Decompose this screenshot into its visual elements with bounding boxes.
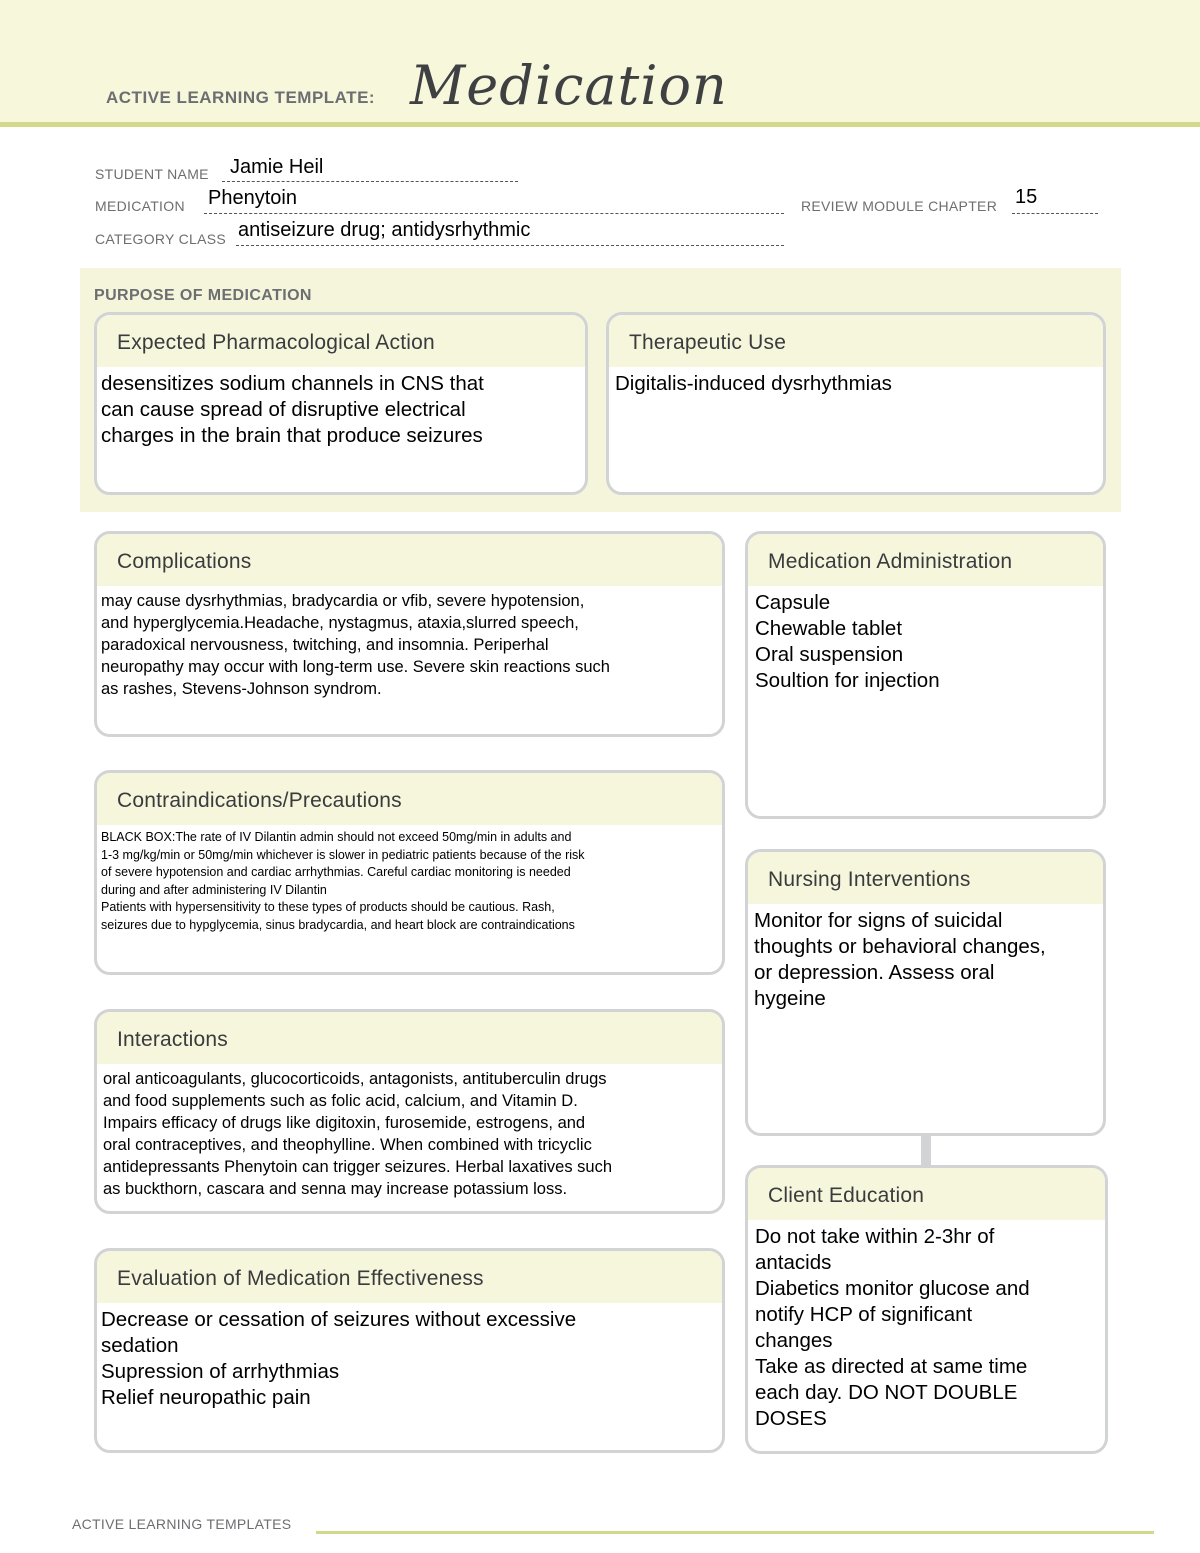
medication-label: MEDICATION bbox=[95, 198, 185, 214]
client-education-body: Do not take within 2-3hr of antacids Diabetics monitor glucose and notify HCP of significant changes Take as directed at same time each day. DO NOT DOUBLE DOSES bbox=[755, 1225, 1030, 1430]
purpose-title: PURPOSE OF MEDICATION bbox=[94, 287, 312, 304]
footer-label: ACTIVE LEARNING TEMPLATES bbox=[72, 1516, 292, 1532]
complications-body: may cause dysrhythmias, bradycardia or vfib, severe hypotension, and hyperglycemia.Headache, nystagmus, ataxia,slurred speech, paradoxical nervousness, twitching, and insomnia. Periperhal neuropathy may occur with long-term use. Severe skin reactions such as rashes, Stevens-Johnson syndrom. bbox=[101, 592, 610, 698]
template-title: Medication bbox=[410, 54, 728, 117]
review-chapter-value: 15 bbox=[1015, 186, 1038, 208]
nursing-body: Monitor for signs of suicidal thoughts or behavioral changes, or depression. Assess oral hygeine bbox=[754, 909, 1046, 1010]
administration-body: Capsule Chewable tablet Oral suspension Soultion for injection bbox=[755, 591, 940, 692]
nursing-card bbox=[745, 849, 1106, 1136]
client-education-heading: Client Education bbox=[748, 1168, 1105, 1220]
client-education-card bbox=[745, 1165, 1108, 1454]
administration-card bbox=[745, 531, 1106, 819]
evaluation-card bbox=[94, 1248, 725, 1453]
interactions-card bbox=[94, 1009, 725, 1214]
medication-value: Phenytoin bbox=[208, 187, 297, 209]
therapeutic-use-body: Digitalis-induced dysrhythmias bbox=[615, 372, 892, 395]
category-class-label: CATEGORY CLASS bbox=[95, 231, 227, 247]
connector-bar bbox=[921, 1134, 931, 1166]
contraindications-body: BLACK BOX:The rate of IV Dilantin admin should not exceed 50mg/min in adults and 1-3 mg/kg/min or 50mg/min whichever is slower in pediatric patients because of the risk of severe hypotension and cardiac arrhythmias. Careful cardiac monitoring is needed during and after administering IV Dilantin Patients with hypersensitivity to these types of products should be cautious. Rash, seizures due to hypglycemia, sinus bradycardia, and heart block are contraindications bbox=[101, 830, 585, 932]
expected-action-card bbox=[94, 312, 588, 495]
expected-action-heading: Expected Pharmacological Action bbox=[97, 315, 585, 367]
header-rule bbox=[0, 122, 1200, 127]
expected-action-body: desensitizes sodium channels in CNS that can cause spread of disruptive electrical charges in the brain that produce seizures bbox=[101, 372, 484, 447]
evaluation-heading: Evaluation of Medication Effectiveness bbox=[97, 1251, 722, 1303]
therapeutic-use-heading: Therapeutic Use bbox=[609, 315, 1103, 367]
contraindications-heading: Contraindications/Precautions bbox=[97, 773, 722, 825]
interactions-body: oral anticoagulants, glucocorticoids, antagonists, antituberculin drugs and food supplements such as folic acid, calcium, and Vitamin D. Impairs efficacy of drugs like digitoxin, furosemide, estrogens, and oral contraceptives, and theophylline. When combined with tricyclic antidepressants Phenytoin can trigger seizures. Herbal laxatives such as buckthorn, cascara and senna may increase potassium loss. bbox=[103, 1070, 613, 1198]
evaluation-body: Decrease or cessation of seizures without excessive sedation Supression of arrhythmias Relief neuropathic pain bbox=[101, 1308, 577, 1409]
category-class-value: antiseizure drug; antidysrhythmic bbox=[238, 219, 531, 241]
student-name-value: Jamie Heil bbox=[230, 156, 324, 178]
template-label: ACTIVE LEARNING TEMPLATE: bbox=[106, 88, 376, 107]
complications-heading: Complications bbox=[97, 534, 722, 586]
complications-card bbox=[94, 531, 725, 737]
therapeutic-use-card bbox=[606, 312, 1106, 495]
nursing-heading: Nursing Interventions bbox=[748, 852, 1103, 904]
interactions-heading: Interactions bbox=[97, 1012, 722, 1064]
student-name-label: STUDENT NAME bbox=[95, 166, 209, 182]
contraindications-card bbox=[94, 770, 725, 975]
review-chapter-label: REVIEW MODULE CHAPTER bbox=[801, 198, 998, 214]
administration-heading: Medication Administration bbox=[748, 534, 1103, 586]
footer-rule bbox=[316, 1531, 1154, 1534]
